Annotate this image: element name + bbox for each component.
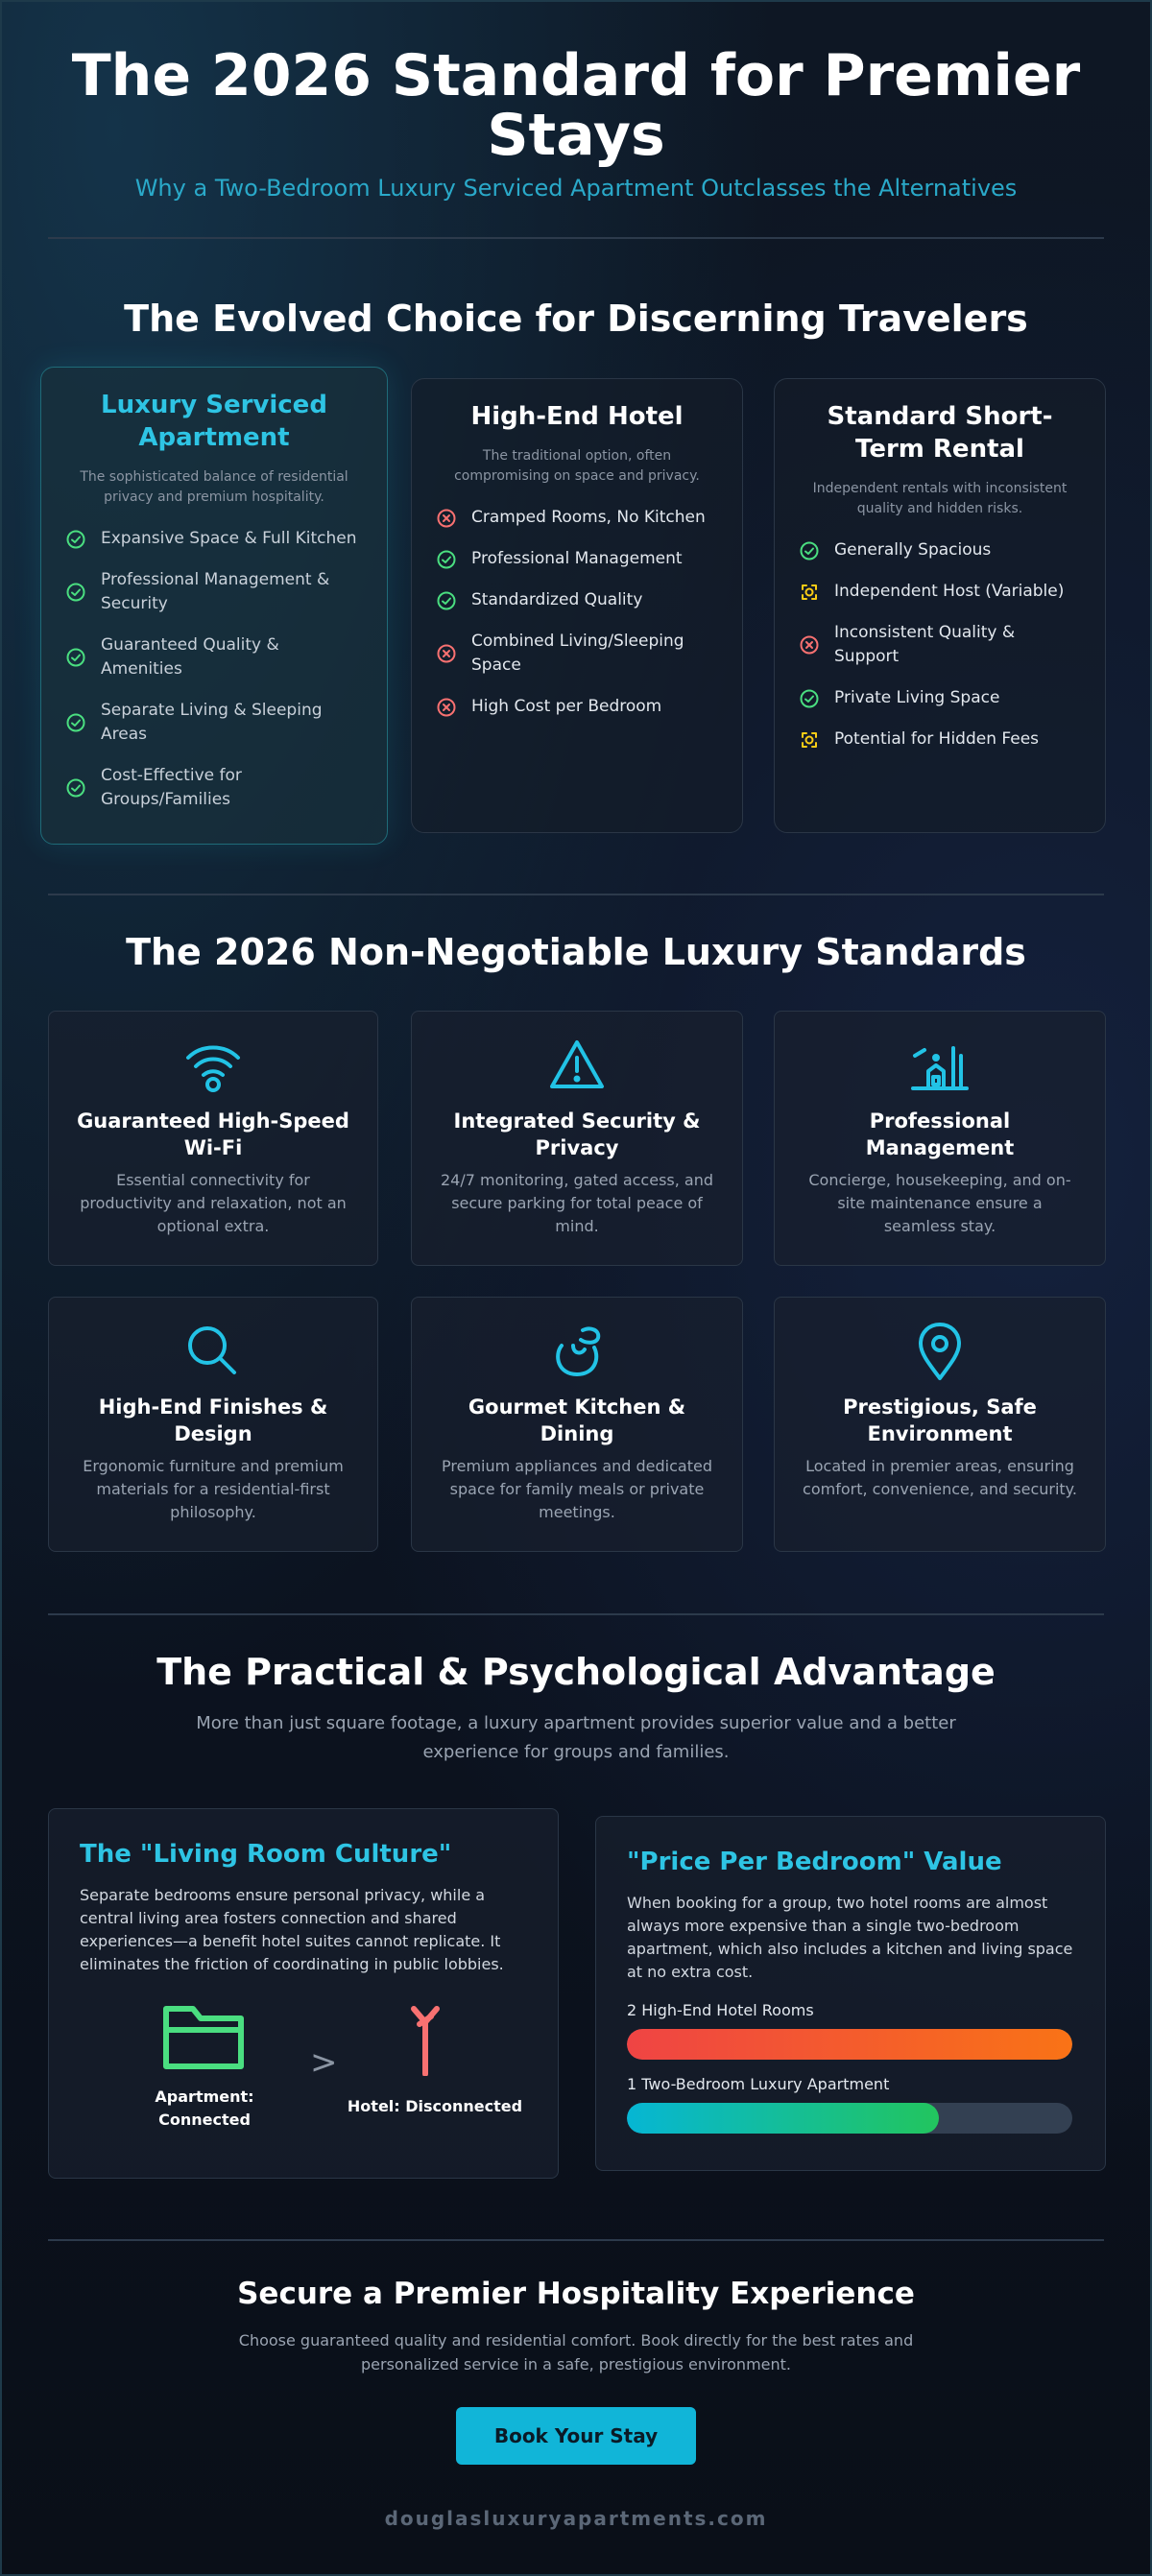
location-pin-icon [909,1321,971,1382]
cta-section [2,2277,1150,2530]
standard-card-finishes [48,1297,378,1552]
living-room-text: Separate bedrooms ensure personal privacy, while a central living area fosters connection and shared experiences—a benefit hotel suites cannot replicate. It eliminates the friction of coordinating in public lobbies. [80,1886,504,1973]
feature-label: Separate Living & Sleeping Areas [101,701,323,744]
feature-list [66,527,362,812]
price-card [595,1816,1106,2171]
warning-triangle-icon [546,1035,608,1096]
feature-label: Potential for Hidden Fees [834,729,1040,749]
feature-item [800,727,1080,751]
comparison-heading: The Evolved Choice for Discerning Travelers [124,298,1028,340]
standard-title: Professional Management [865,1109,1015,1159]
check-circle-icon [437,550,456,569]
standard-title: High-End Finishes & Design [98,1395,328,1445]
feature-item [66,764,362,812]
card-title: Standard Short-Term Rental [827,402,1053,464]
divider [48,237,1104,239]
feature-label: High Cost per Bedroom [471,697,662,716]
comparison-card-rental [774,378,1106,833]
kitchen-icon [546,1321,608,1382]
feature-item [437,588,717,612]
search-icon [182,1321,244,1382]
feature-label: Combined Living/Sleeping Space [471,632,684,675]
divider [48,894,1104,895]
book-your-stay-button[interactable]: Book Your Stay [456,2407,696,2465]
standard-description: Concierge, housekeeping, and on-site maintenance ensure a seamless stay. [808,1171,1071,1235]
standard-description: Essential connectivity for productivity and relaxation, not an optional extra. [80,1171,347,1235]
standard-title: Guaranteed High-Speed Wi-Fi [77,1109,349,1159]
standard-description: Ergonomic furniture and premium materials for a residential-first philosophy. [83,1457,344,1521]
feature-item [437,547,717,571]
feature-item [800,580,1080,604]
feature-label: Professional Management [471,549,683,568]
comparison-card-apartment [40,367,388,845]
feature-list [800,538,1080,751]
comparator-symbol: > [310,2043,338,2082]
standard-card-security [411,1011,743,1266]
comparison-card-hotel [411,378,743,833]
feature-label: Cramped Rooms, No Kitchen [471,508,706,527]
check-circle-icon [66,778,85,798]
price-bars [627,2001,1074,2134]
x-circle-icon [437,698,456,717]
website-link[interactable]: douglasluxuryapartments.com [384,2507,768,2530]
disconnected-icon [406,2003,444,2076]
apartment-bar-fill [627,2103,939,2134]
check-circle-icon [800,541,819,561]
feature-label: Inconsistent Quality & Support [834,623,1016,666]
apartment-label: Apartment: Connected [155,2087,254,2129]
feature-item [66,699,362,747]
cta-text: Choose guaranteed quality and residential comfort. Book directly for the best rates and personalized service in a safe, prestigious environment. [238,2331,914,2373]
card-title: High-End Hotel [470,402,684,431]
wifi-icon [182,1035,244,1096]
feature-label: Independent Host (Variable) [834,582,1065,601]
check-circle-icon [66,713,85,732]
card-title: Luxury Serviced Apartment [101,391,327,452]
feature-item [66,633,362,681]
standard-title: Integrated Security & Privacy [453,1109,701,1159]
hotel-rooms-bar-track [627,2029,1072,2060]
feature-item [66,527,362,551]
apartment-bar-label: 1 Two-Bedroom Luxury Apartment [627,2075,890,2093]
card-description: The traditional option, often compromising on space and privacy. [454,448,700,484]
feature-item [437,630,717,678]
divider [48,1613,1104,1615]
feature-label: Generally Spacious [834,540,992,560]
standard-description: Located in premier areas, ensuring comfort, convenience, and security. [803,1457,1077,1498]
management-chart-icon [909,1035,971,1096]
feature-item [800,538,1080,562]
comparison-cards [40,367,1116,847]
advantage-intro: More than just square footage, a luxury apartment provides superior value and a better experience for groups and families. [196,1713,956,1762]
connection-comparison [80,1999,527,2143]
standards-heading: The 2026 Non-Negotiable Luxury Standards [126,931,1026,973]
x-circle-icon [437,509,456,528]
check-circle-icon [800,689,819,708]
feature-item [66,568,362,616]
feature-label: Private Living Space [834,688,1000,707]
feature-label: Standardized Quality [471,590,643,609]
standard-card-management [774,1011,1106,1266]
warning-icon [800,730,819,750]
page-subtitle: Why a Two-Bedroom Luxury Serviced Apartment Outclasses the Alternatives [134,175,1018,202]
standard-description: Premium appliances and dedicated space for family meals or private meetings. [442,1457,712,1521]
price-text: When booking for a group, two hotel rooms are almost always more expensive than a single two-bedroom apartment, which also includes a kitchen and living space at no extra cost. [627,1894,1073,1981]
x-circle-icon [800,635,819,655]
feature-list [437,506,717,719]
feature-label: Cost-Effective for Groups/Families [101,766,242,809]
feature-item [437,506,717,530]
hotel-rooms-bar-label: 2 High-End Hotel Rooms [627,2001,814,2019]
living-room-card [48,1808,559,2179]
feature-item [800,621,1080,669]
check-circle-icon [66,648,85,667]
standard-title: Prestigious, Safe Environment [843,1395,1037,1445]
feature-label: Expansive Space & Full Kitchen [101,529,357,548]
check-circle-icon [66,583,85,602]
divider [48,2239,1104,2241]
feature-label: Professional Management & Security [101,570,330,613]
price-title: "Price Per Bedroom" Value [627,1848,1002,1876]
check-circle-icon [66,530,85,549]
feature-label: Guaranteed Quality & Amenities [101,635,279,679]
apartment-bar-track [627,2103,1072,2134]
folder-icon [160,1999,247,2072]
cta-heading: Secure a Premier Hospitality Experience [237,2277,915,2311]
page-title: The 2026 Standard for Premier Stays [71,42,1081,169]
card-description: Independent rentals with inconsistent quality and hidden risks. [812,481,1068,516]
living-room-title: The "Living Room Culture" [80,1840,452,1869]
standard-card-location [774,1297,1106,1552]
page-header [2,2,1150,202]
check-circle-icon [437,591,456,610]
standard-card-kitchen [411,1297,743,1552]
advantage-heading: The Practical & Psychological Advantage [156,1651,996,1693]
standard-card-wifi [48,1011,378,1266]
warning-icon [800,583,819,602]
feature-item [800,686,1080,710]
feature-item [437,695,717,719]
card-description: The sophisticated balance of residential privacy and premium hospitality. [80,469,348,505]
hotel-rooms-bar-fill [627,2029,1072,2060]
hotel-label: Hotel: Disconnected [347,2097,523,2115]
x-circle-icon [437,644,456,663]
standard-title: Gourmet Kitchen & Dining [468,1395,686,1445]
standard-description: 24/7 monitoring, gated access, and secure parking for total peace of mind. [440,1171,714,1235]
